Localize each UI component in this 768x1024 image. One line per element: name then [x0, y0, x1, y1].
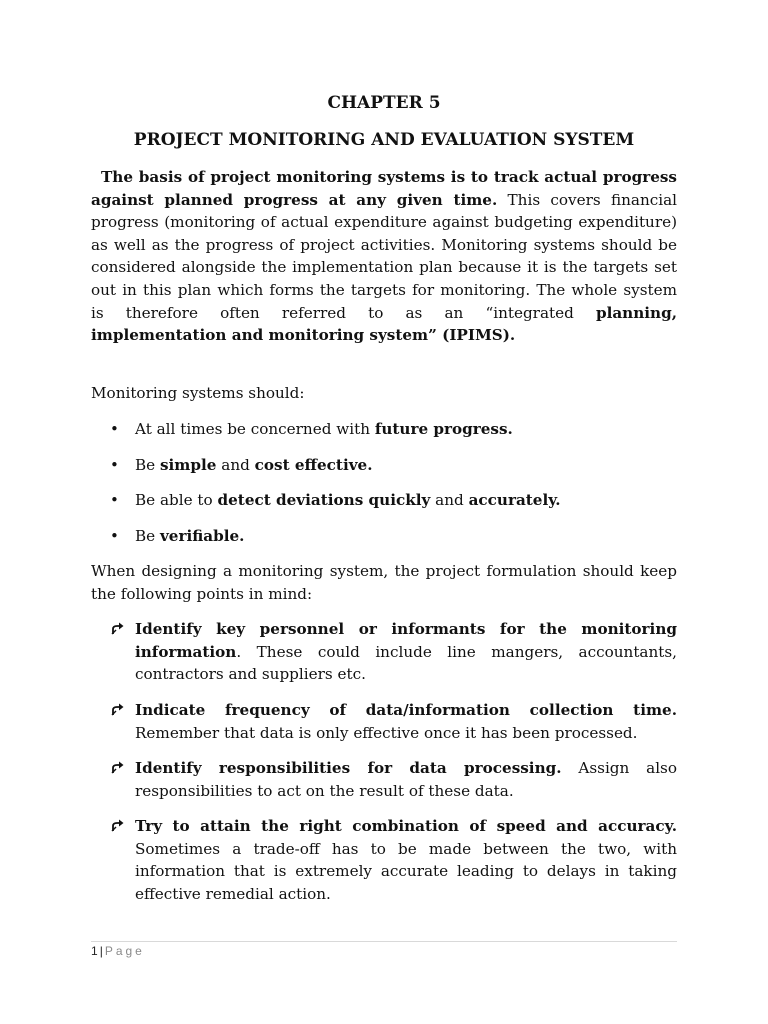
list-item: Indicate frequency of data/information collection time. Remember that data is only effective once it has been processed.: [135, 699, 677, 744]
bullet-icon: •: [110, 527, 119, 545]
list-item: Identify responsibilities for data processing. Assign also responsibilities to act on the result of these data.: [135, 757, 677, 802]
list-item: • Be simple and cost effective.: [135, 454, 677, 477]
footer-separator: |: [99, 944, 103, 958]
footer-divider: [91, 941, 677, 942]
intro-bold-tail: planning, implementation and monitoring system” (IPIMS).: [91, 303, 677, 345]
page-footer: [91, 944, 145, 958]
intro-body: This covers financial progress (monitoring of actual expenditure against budgeting expenditure) as well as the progress of project activities. Monitoring systems should be considered alongside the implementation plan because it is the targets set out in this plan which forms the targets for monitoring. The whole system is therefore often referred to as an “integrated: [91, 190, 678, 322]
curved-arrow-icon: [111, 818, 125, 832]
chapter-title: PROJECT MONITORING AND EVALUATION SYSTEM: [133, 130, 635, 150]
list-item: • Be verifiable.: [135, 525, 677, 548]
curved-arrow-icon: [111, 760, 125, 774]
page-number: 1: [91, 944, 98, 958]
intro-bold-lead: The basis of project monitoring systems is to track actual progress against planned progress at any given time.: [91, 168, 677, 209]
list-item: Identify key personnel or informants for the monitoring information. These could include line mangers, accountants, contractors and suppliers etc.: [135, 618, 677, 686]
monitoring-lead: Monitoring systems should:: [91, 384, 305, 402]
curved-arrow-icon: [111, 702, 125, 716]
bullet-icon: •: [110, 456, 119, 474]
chapter-heading: CHAPTER 5: [327, 93, 441, 113]
bullet-icon: •: [110, 491, 119, 509]
curved-arrow-icon: [111, 621, 125, 635]
list-item: • Be able to detect deviations quickly and accurately.: [135, 489, 677, 512]
list-item: • At all times be concerned with future progress.: [135, 418, 677, 441]
intro-paragraph: [91, 166, 677, 347]
bullet-icon: •: [110, 420, 119, 438]
design-lead: When designing a monitoring system, the project formulation should keep the following points in mind:: [91, 562, 677, 603]
page-label: Page: [104, 944, 145, 958]
list-item: Try to attain the right combination of speed and accuracy. Sometimes a trade-off has to be made between the two, with information that is extremely accurate leading to delays in taking effective remedial action.: [135, 815, 677, 905]
